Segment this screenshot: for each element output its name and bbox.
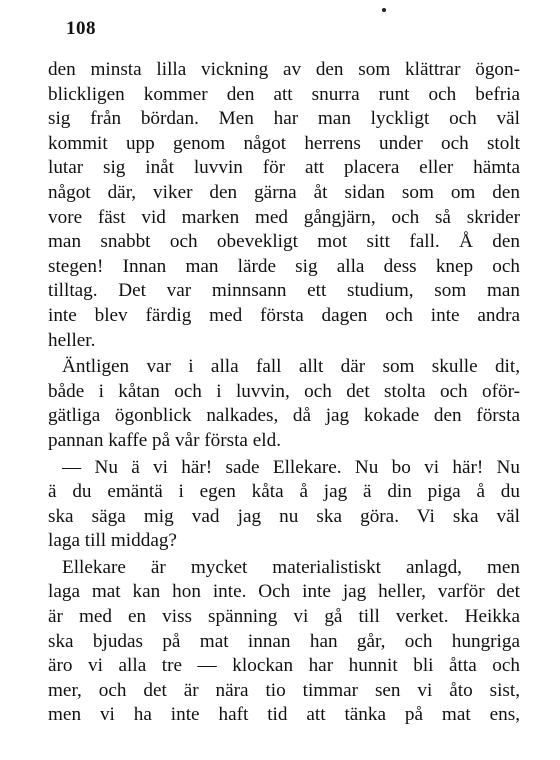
text-line: ä du emäntä i egen kåta å jag ä din piga å du — [48, 481, 520, 503]
text-line: Ellekare är mycket materialistiskt anlagd, men — [62, 556, 520, 578]
text-line: heller. — [48, 329, 96, 351]
text-line: något där, viker den gärna åt sidan som om den — [48, 181, 520, 203]
text-line: lutar sig inåt luvvin för att placera eller hämta — [48, 157, 520, 179]
text-line: stegen! Innan man lärde sig alla dess knep och — [48, 255, 520, 277]
text-line: mer, och det är nära tio timmar sen vi åto sist, — [48, 679, 520, 701]
text-line: gätliga ögonblick nalkades, då jag kokade den första — [48, 405, 520, 427]
text-line: Äntligen var i alla fall allt där som skulle dit, — [62, 356, 520, 378]
text-line: inte blev färdig med första dagen och inte andra — [48, 304, 520, 326]
text-line: är med en viss spänning vi gå till verket. Heikka — [48, 606, 520, 628]
print-speck — [382, 8, 386, 12]
text-line: man snabbt och obevekligt mot sitt fall. Å den — [48, 231, 520, 253]
text-line: ska bjudas på mat innan han går, och hungriga — [48, 630, 520, 652]
text-line: både i kåtan och i luvvin, och det stolta och oför- — [48, 380, 520, 402]
text-line: men vi ha inte haft tid att tänka på mat ens, — [48, 704, 520, 726]
page-number: 108 — [66, 18, 96, 39]
text-line: kommit upp genom något herrens under och stolt — [48, 132, 520, 154]
text-line: vore fäst vid marken med gångjärn, och så skrider — [48, 206, 520, 228]
text-line: äro vi alla tre — klockan har hunnit bli åtta och — [48, 655, 520, 677]
text-line: — Nu ä vi här! sade Ellekare. Nu bo vi här! Nu — [62, 456, 520, 478]
text-line: blickligen kommer den att snurra runt och befria — [48, 83, 520, 105]
body-text — [48, 58, 520, 728]
text-line: pannan kaffe på vår första eld. — [48, 429, 281, 451]
text-line: den minsta lilla vickning av den som klättrar ögon- — [48, 59, 520, 80]
text-line: laga mat kan hon inte. Och inte jag heller, varför det — [48, 581, 520, 603]
text-line: laga till middag? — [48, 530, 177, 552]
text-line: ska säga mig vad jag nu ska göra. Vi ska väl — [48, 505, 520, 527]
text-line: tilltag. Det var minnsann ett studium, som man — [48, 280, 520, 302]
text-line: sig från bördan. Men har man lyckligt och väl — [48, 108, 520, 130]
